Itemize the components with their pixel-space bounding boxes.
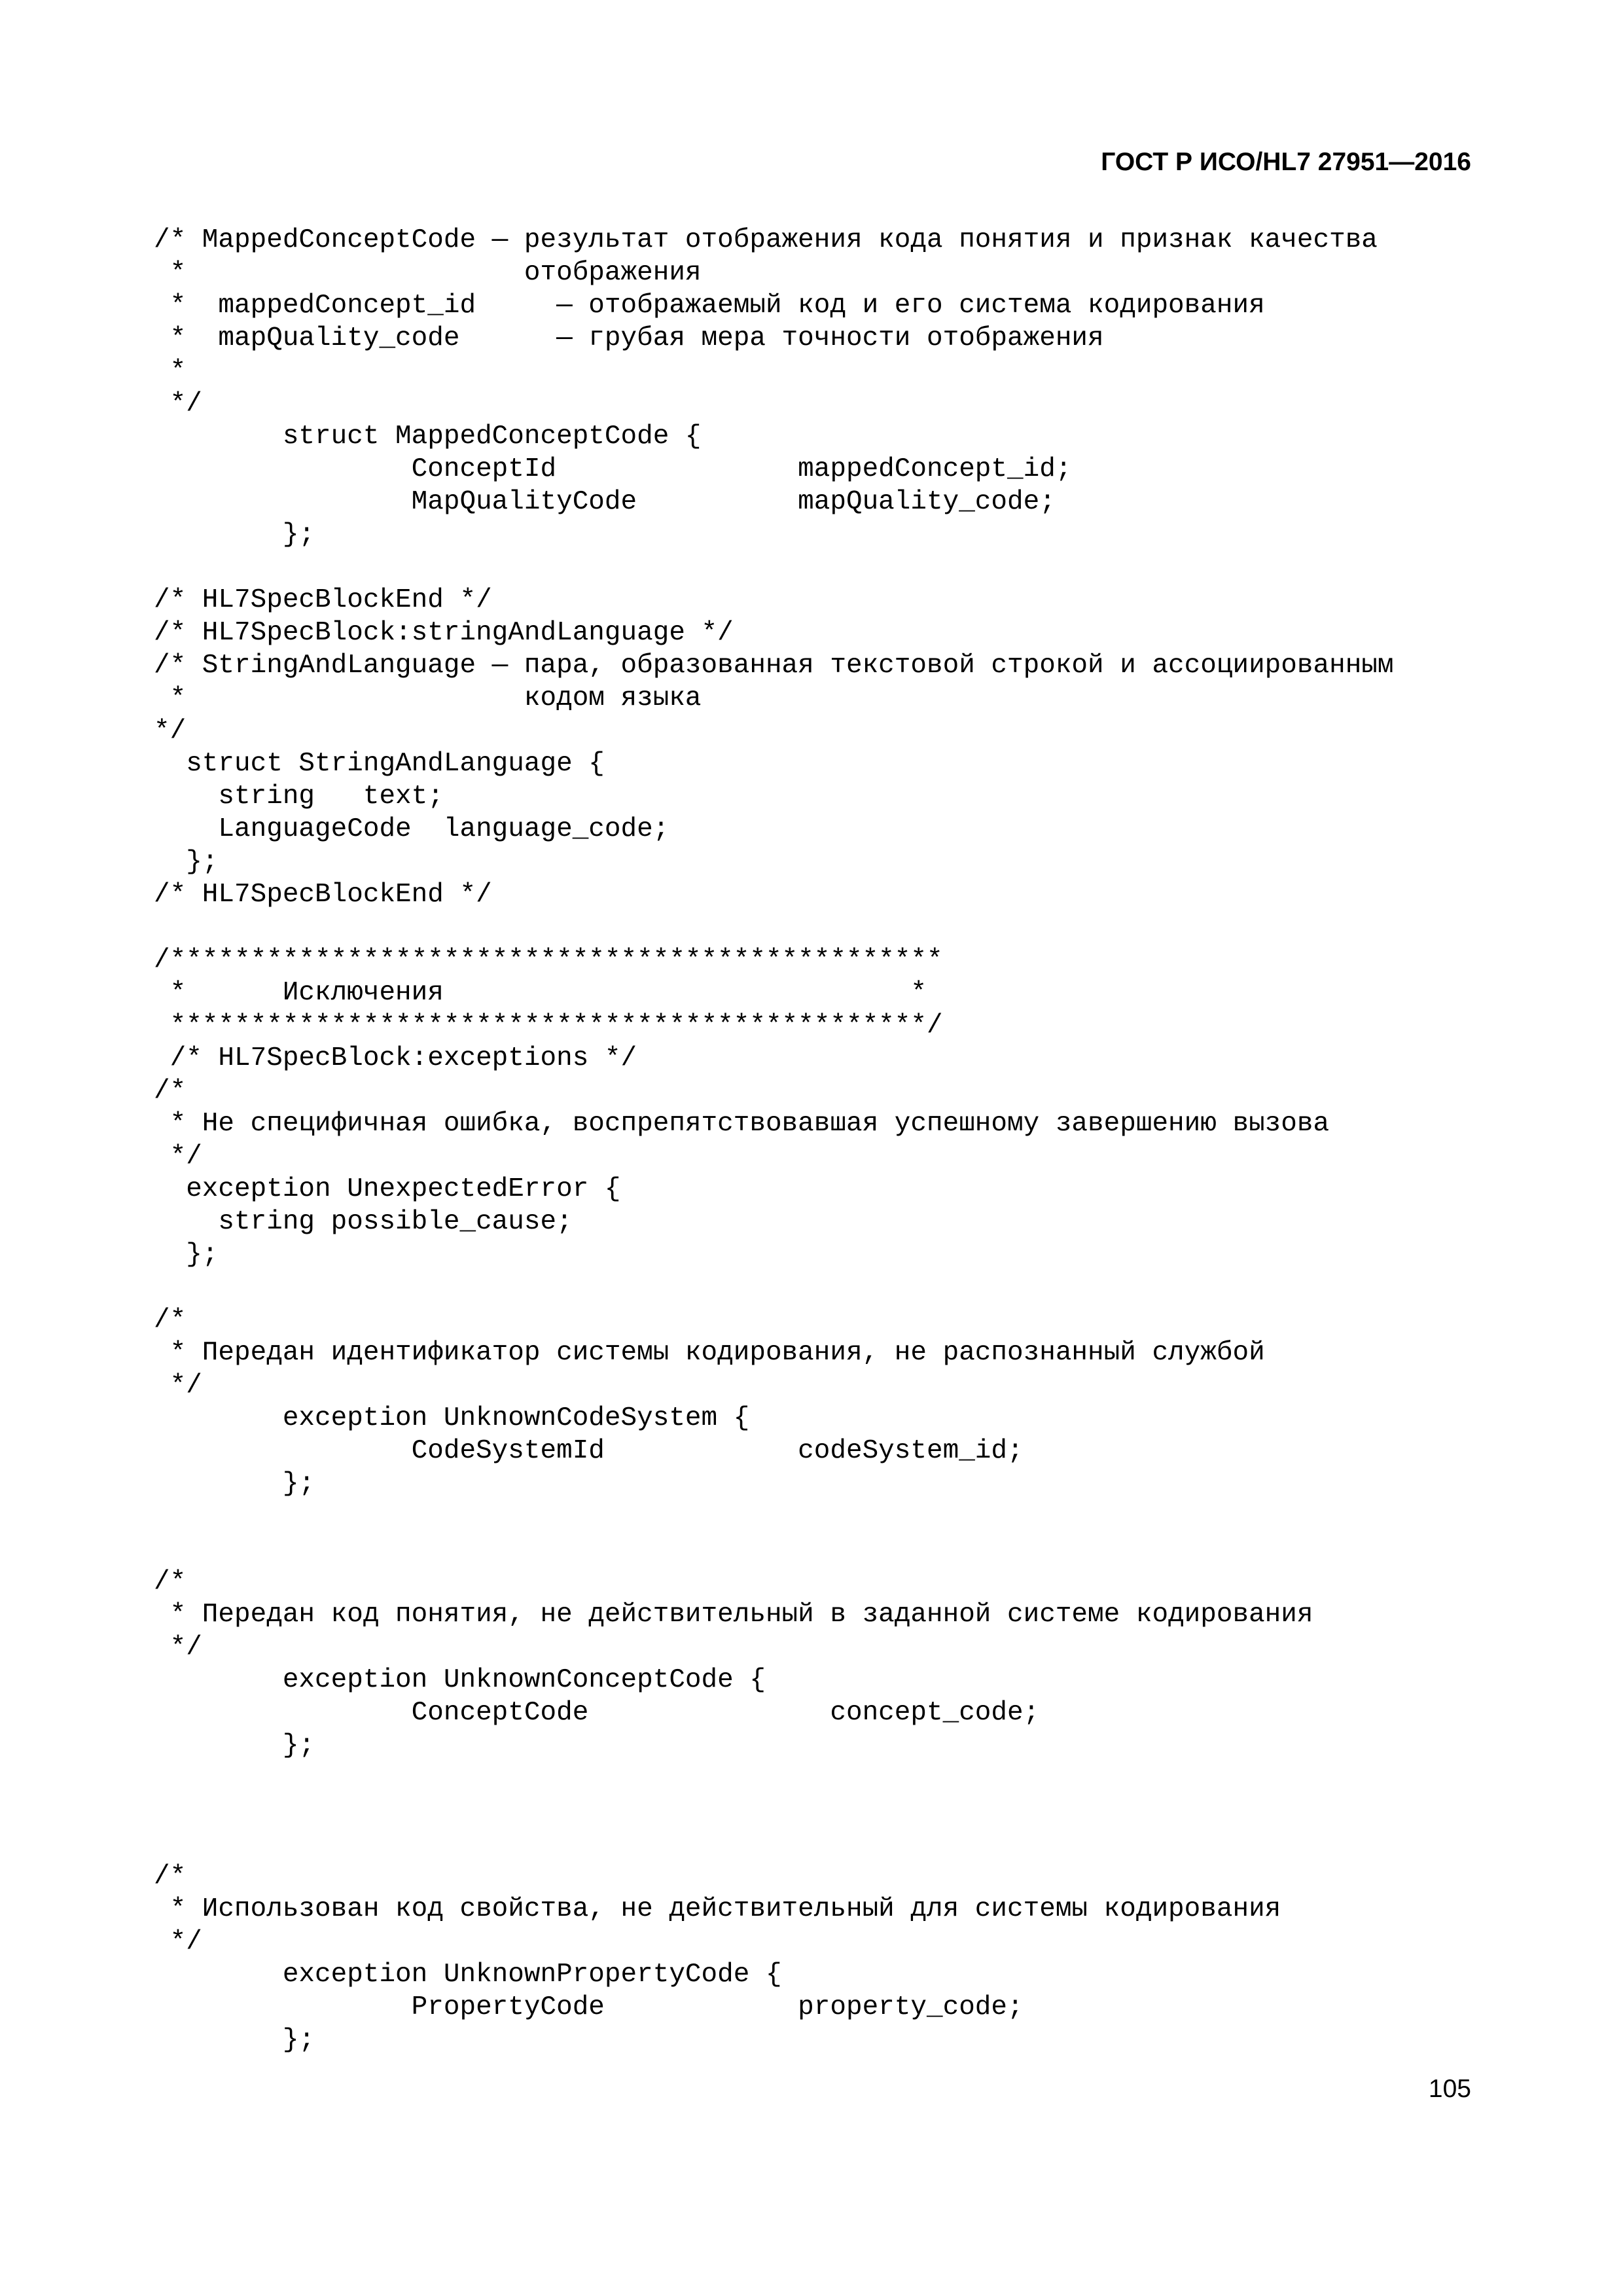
code-line: * — [154, 356, 187, 386]
code-line: exception UnknownConceptCode { — [154, 1665, 766, 1695]
code-line: * кодом языка — [154, 683, 702, 713]
code-line: /* — [154, 1305, 187, 1335]
code-line: MapQualityCode mapQuality_code; — [154, 487, 1056, 517]
code-line: /* — [154, 1076, 187, 1106]
code-line: */ — [154, 716, 187, 746]
code-line — [154, 1271, 1394, 1304]
code-line: * Исключения * — [154, 978, 927, 1008]
code-line: */ — [154, 1927, 202, 1957]
code-line: /* MappedConceptCode — результат отображения кода понятия и признак качества — [154, 225, 1378, 255]
code-line: * mappedConcept_id — отображаемый код и его система кодирования — [154, 291, 1265, 321]
code-line — [154, 1533, 1394, 1566]
code-line: /* StringAndLanguage — пара, образованная текстовой строкой и ассоциированным — [154, 651, 1394, 681]
code-line — [154, 1795, 1394, 1827]
code-line: string possible_cause; — [154, 1207, 573, 1237]
code-line: /* — [154, 1567, 187, 1597]
code-line: /* HL7SpecBlock:stringAndLanguage */ — [154, 618, 734, 648]
idl-code-listing — [154, 224, 1394, 2056]
code-line: * Передан код понятия, не действительный в заданной системе кодирования — [154, 1600, 1313, 1630]
code-line: ConceptCode concept_code; — [154, 1698, 1040, 1728]
code-line: struct StringAndLanguage { — [154, 749, 605, 779]
code-line: ***********************************************/ — [154, 1011, 943, 1041]
code-line: }; — [154, 1469, 315, 1499]
code-line — [154, 1827, 1394, 1860]
code-line: * mapQuality_code — грубая мера точности отображения — [154, 323, 1104, 353]
code-line: ConceptId mappedConcept_id; — [154, 454, 1072, 484]
code-line: exception UnexpectedError { — [154, 1174, 621, 1204]
page-number: 105 — [1428, 2075, 1471, 2103]
code-line — [154, 911, 1394, 944]
code-line: exception UnknownPropertyCode { — [154, 1960, 782, 1990]
code-line: }; — [154, 520, 315, 550]
code-line: /* HL7SpecBlockEnd */ — [154, 880, 492, 910]
code-line: string text; — [154, 781, 444, 812]
code-line: struct MappedConceptCode { — [154, 422, 702, 452]
code-line: */ — [154, 1632, 202, 1662]
standard-header: ГОСТ Р ИСО/HL7 27951—2016 — [1101, 148, 1471, 176]
code-line — [154, 1762, 1394, 1795]
code-line: PropertyCode property_code; — [154, 1992, 1024, 2022]
code-line: /* HL7SpecBlockEnd */ — [154, 585, 492, 615]
code-line: * отображения — [154, 258, 702, 288]
code-line: }; — [154, 1731, 315, 1761]
code-line — [154, 1500, 1394, 1533]
code-line: /* HL7SpecBlock:exceptions */ — [154, 1043, 637, 1073]
code-line: CodeSystemId codeSystem_id; — [154, 1436, 1024, 1466]
code-line: }; — [154, 847, 219, 877]
code-line: }; — [154, 1240, 219, 1270]
code-line — [154, 551, 1394, 584]
code-line: }; — [154, 2025, 315, 2055]
code-line: exception UnknownCodeSystem { — [154, 1403, 750, 1433]
code-line: * Передан идентификатор системы кодирования, не распознанный службой — [154, 1338, 1265, 1368]
code-line: * Использован код свойства, не действительный для системы кодирования — [154, 1894, 1281, 1924]
code-line: */ — [154, 389, 202, 419]
code-line: /************************************************ — [154, 945, 943, 975]
code-line: * Не специфичная ошибка, воспрепятствовавшая успешному завершению вызова — [154, 1109, 1330, 1139]
code-line: LanguageCode language_code; — [154, 814, 669, 844]
code-line: /* — [154, 1861, 187, 1892]
code-line: */ — [154, 1371, 202, 1401]
code-line: */ — [154, 1141, 202, 1172]
